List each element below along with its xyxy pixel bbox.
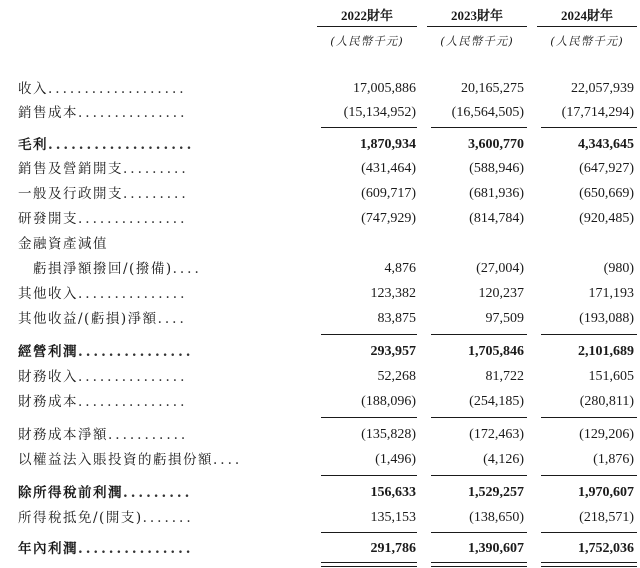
row-label: 收入...................	[18, 81, 187, 97]
value-2023: (172,463)	[469, 427, 524, 442]
value-2022: (15,134,952)	[343, 105, 416, 120]
column-header-year: 2022財年	[340, 8, 393, 23]
value-2022: (431,464)	[361, 161, 416, 176]
row-label: 其他收益/(虧損)淨額....	[18, 311, 187, 327]
value-2024: 151,605	[588, 369, 634, 384]
value-2022: 52,268	[377, 369, 416, 384]
value-2024: (17,714,294)	[561, 105, 634, 120]
value-2022: 291,786	[370, 541, 416, 556]
table-row-equity-losses	[0, 449, 640, 472]
underline	[321, 532, 417, 533]
row-label: 金融資產減值	[18, 236, 108, 252]
underline	[431, 475, 527, 476]
value-2024: 1,970,607	[578, 485, 634, 500]
row-label: 其他收入...............	[18, 286, 188, 302]
underline	[431, 127, 527, 128]
underline	[431, 532, 527, 533]
row-label: 以權益法入賬投資的虧損份額....	[18, 452, 243, 468]
value-2023: (681,936)	[469, 186, 524, 201]
value-2022: 1,870,934	[360, 137, 416, 152]
value-2022: (1,496)	[375, 452, 416, 467]
value-2024: (920,485)	[579, 211, 634, 226]
row-label: 財務成本...............	[18, 394, 188, 410]
double-underline	[321, 562, 417, 567]
value-2022: (188,096)	[361, 394, 416, 409]
row-label: 一般及行政開支.........	[18, 186, 189, 202]
value-2023: 1,705,846	[468, 344, 524, 359]
underline	[541, 475, 637, 476]
value-2022: (747,929)	[361, 211, 416, 226]
row-label: 銷售成本...............	[18, 105, 188, 121]
table-row-finance-income	[0, 366, 640, 389]
row-label: 除所得稅前利潤.........	[18, 485, 193, 501]
table-row-other-gains	[0, 308, 640, 331]
value-2024: (193,088)	[579, 311, 634, 326]
value-2022: 4,876	[384, 261, 416, 276]
underline	[541, 532, 637, 533]
column-header-2023	[427, 8, 527, 49]
value-2023: 20,165,275	[461, 81, 524, 96]
column-header-unit: (人民幣千元)	[550, 34, 624, 48]
value-2024: 1,752,036	[578, 541, 634, 556]
value-2022: 83,875	[377, 311, 416, 326]
table-row-net-finance-costs	[0, 424, 640, 447]
underline	[541, 127, 637, 128]
row-label: 虧損淨額撥回/(撥備)....	[33, 261, 202, 277]
column-header-unit: (人民幣千元)	[330, 34, 404, 48]
value-2023: (588,946)	[469, 161, 524, 176]
value-2024: (129,206)	[579, 427, 634, 442]
value-2023: (814,784)	[469, 211, 524, 226]
double-underline	[431, 562, 527, 567]
table-row-cost-of-sales	[0, 102, 640, 125]
value-2024: 4,343,645	[578, 137, 634, 152]
value-2023: 1,390,607	[468, 541, 524, 556]
value-2023: 81,722	[485, 369, 524, 384]
value-2024: (650,669)	[579, 186, 634, 201]
underline	[541, 334, 637, 335]
header-divider	[427, 26, 527, 27]
value-2023: 120,237	[478, 286, 524, 301]
underline	[541, 417, 637, 418]
table-row-revenue	[0, 78, 640, 101]
underline	[321, 475, 417, 476]
value-2022: 293,957	[370, 344, 416, 359]
value-2024: (1,876)	[593, 452, 634, 467]
value-2023: (138,650)	[469, 510, 524, 525]
value-2023: (254,185)	[469, 394, 524, 409]
value-2023: (16,564,505)	[451, 105, 524, 120]
row-label: 財務成本淨額...........	[18, 427, 189, 443]
row-label: 經營利潤...............	[18, 344, 194, 360]
underline	[321, 417, 417, 418]
value-2024: (280,811)	[579, 394, 634, 409]
value-2022: 17,005,886	[353, 81, 416, 96]
value-2024: (647,927)	[579, 161, 634, 176]
table-row-admin-expenses	[0, 183, 640, 206]
value-2024: 171,193	[588, 286, 634, 301]
header-divider	[537, 26, 637, 27]
table-row-impairment	[0, 258, 640, 281]
value-2024: 22,057,939	[571, 81, 634, 96]
value-2022: 123,382	[370, 286, 416, 301]
table-row-profit-for-year	[0, 538, 640, 561]
value-2024: 2,101,689	[578, 344, 634, 359]
value-2023: (4,126)	[483, 452, 524, 467]
table-row-selling-expenses	[0, 158, 640, 181]
row-label: 年內利潤...............	[18, 541, 194, 557]
value-2022: 156,633	[370, 485, 416, 500]
row-label: 毛利...................	[18, 137, 195, 153]
column-header-unit: (人民幣千元)	[440, 34, 514, 48]
row-label: 財務收入...............	[18, 369, 188, 385]
value-2023: 97,509	[485, 311, 524, 326]
table-row-profit-before-tax	[0, 482, 640, 505]
value-2023: 1,529,257	[468, 485, 524, 500]
value-2022: (609,717)	[361, 186, 416, 201]
underline	[431, 417, 527, 418]
value-2024: (980)	[603, 261, 634, 276]
table-row-operating-profit	[0, 341, 640, 364]
value-2023: 3,600,770	[468, 137, 524, 152]
table-row-income-tax	[0, 507, 640, 530]
column-header-year: 2024財年	[560, 8, 613, 23]
column-header-year: 2023財年	[450, 8, 503, 23]
row-label: 銷售及營銷開支.........	[18, 161, 189, 177]
table-row-other-income	[0, 283, 640, 306]
value-2022: (135,828)	[361, 427, 416, 442]
value-2023: (27,004)	[476, 261, 524, 276]
underline	[431, 334, 527, 335]
double-underline	[541, 562, 637, 567]
table-row-gross-profit	[0, 134, 640, 157]
row-label: 研發開支...............	[18, 211, 188, 227]
underline	[321, 334, 417, 335]
value-2024: (218,571)	[579, 510, 634, 525]
table-row-finance-costs	[0, 391, 640, 414]
column-header-2024	[537, 8, 637, 49]
table-row-impairment-heading	[0, 233, 640, 256]
value-2022: 135,153	[370, 510, 416, 525]
underline	[321, 127, 417, 128]
table-row-rd-expenses	[0, 208, 640, 231]
header-divider	[317, 26, 417, 27]
row-label: 所得稅抵免/(開支).......	[18, 510, 194, 526]
column-header-2022	[317, 8, 417, 49]
